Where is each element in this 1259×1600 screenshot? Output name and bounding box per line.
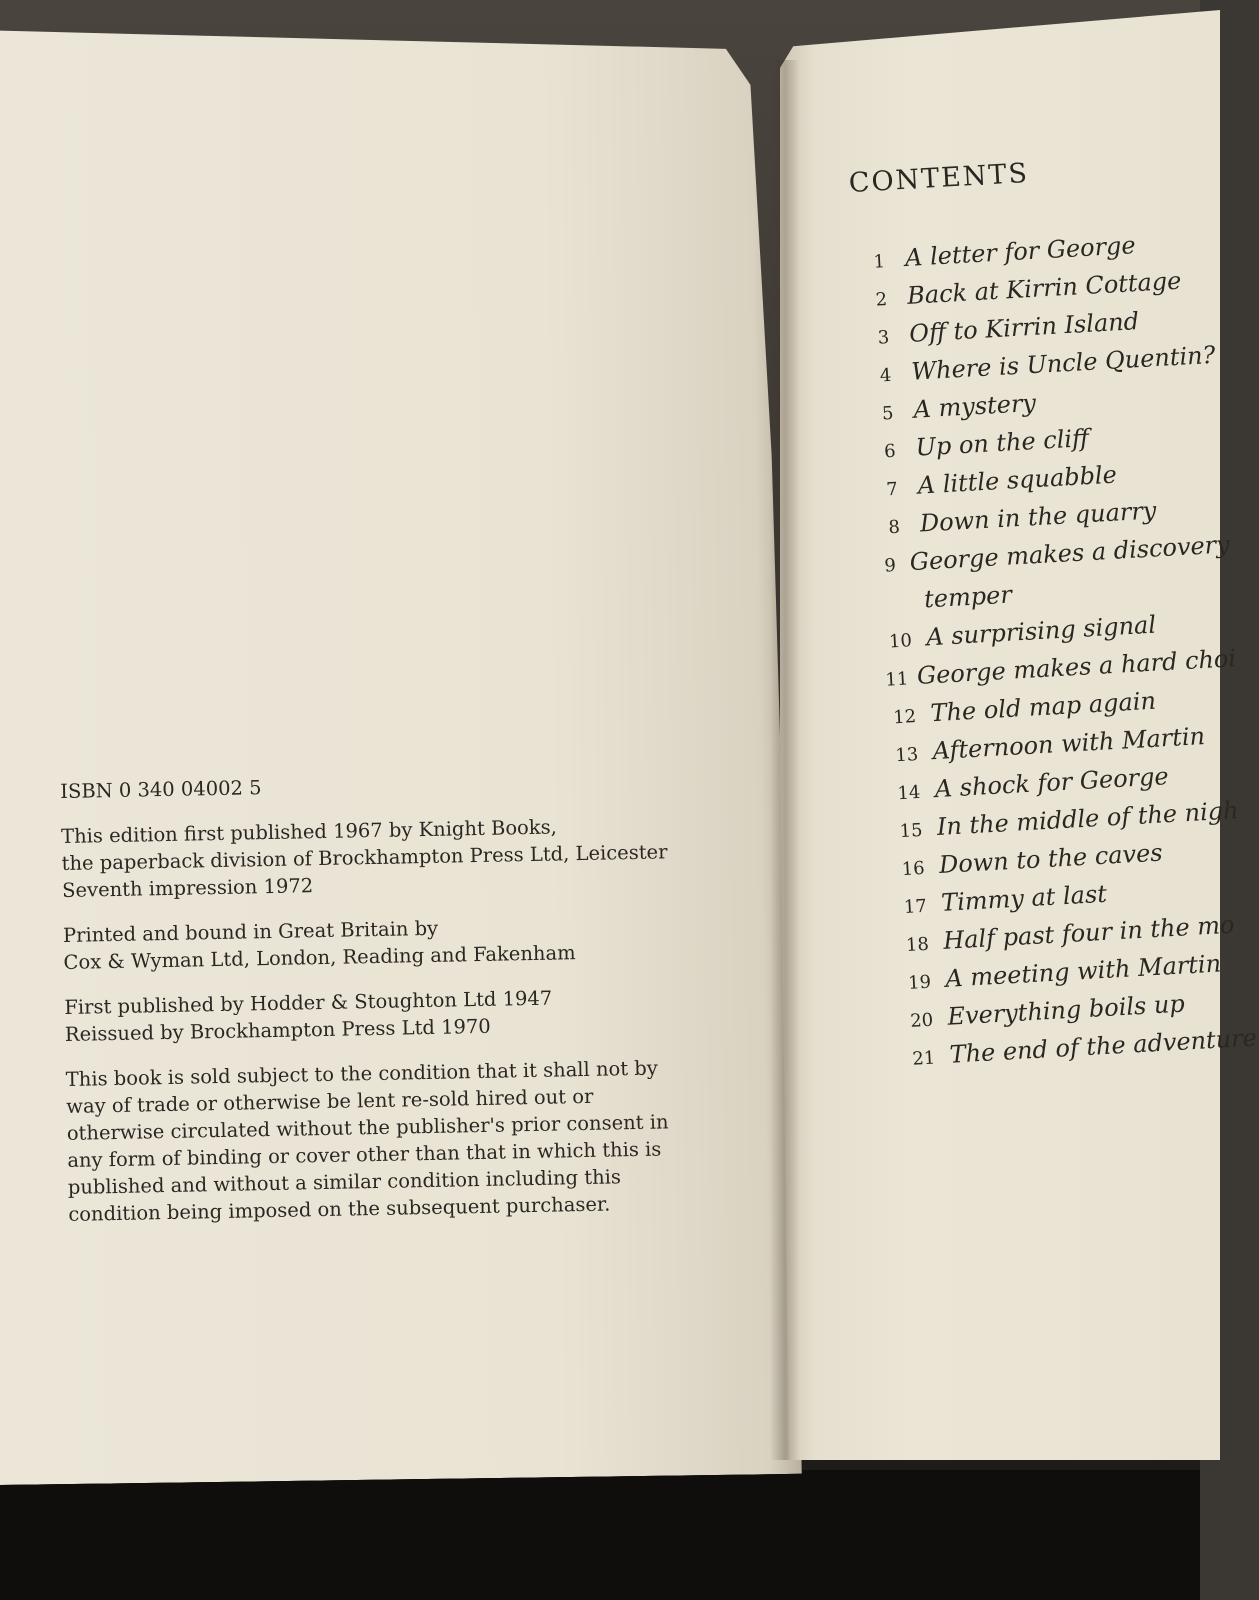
printer-block <box>63 910 704 976</box>
chapter-number: 7 <box>885 478 899 501</box>
chapter-title: Afternoon with Martin <box>931 721 1206 766</box>
book-gutter <box>770 60 800 1460</box>
chapter-title: The end of the adventure <box>948 1023 1258 1069</box>
history-line: Reissued by Brockhampton Press Ltd 1970 <box>64 1014 491 1046</box>
chapter-title: Half past four in the mo <box>942 910 1236 955</box>
chapter-number: 3 <box>877 326 890 349</box>
edition-line: This edition first published 1967 by Knight Books, <box>60 815 558 848</box>
chapter-title: Down in the quarry <box>919 496 1158 538</box>
copyright-imprint <box>60 766 709 1246</box>
chapter-number: 19 <box>907 971 932 994</box>
chapter-title: A mystery <box>912 388 1037 424</box>
condition-line: any form of binding or cover other than that in which this is <box>67 1137 662 1172</box>
chapter-number: 16 <box>901 857 926 881</box>
chapter-number: 15 <box>899 819 924 843</box>
condition-line: This book is sold subject to the condition that it shall not by <box>65 1056 659 1091</box>
chapter-title: Timmy at last <box>940 879 1108 917</box>
chapter-number: 9 <box>883 554 897 577</box>
table-surface <box>0 1470 1200 1600</box>
chapter-title: Down to the caves <box>938 838 1164 879</box>
edition-line: the paperback division of Brockhampton Press Ltd, Leicester <box>61 840 668 875</box>
contents-page <box>848 148 1259 1082</box>
history-line: First published by Hodder & Stoughton Ltd 1947 <box>64 986 553 1019</box>
condition-block <box>66 1054 709 1228</box>
chapter-number: 1 <box>872 251 886 273</box>
chapter-number: 14 <box>896 781 922 805</box>
contents-heading: CONTENTS <box>848 157 1030 199</box>
chapter-number: 21 <box>911 1047 936 1070</box>
chapter-title: A shock for George <box>934 762 1170 804</box>
condition-line: condition being imposed on the subsequent purchaser. <box>68 1192 611 1226</box>
chapter-number: 12 <box>892 706 917 729</box>
chapter-number: 13 <box>894 744 919 767</box>
chapter-number: 11 <box>884 668 909 691</box>
chapter-title: Back at Kirrin Cottage <box>906 266 1183 310</box>
chapter-number: 4 <box>879 364 892 387</box>
chapter-title: Off to Kirrin Island <box>908 307 1140 348</box>
history-block <box>64 982 705 1048</box>
chapter-title: Where is Uncle Quentin? <box>910 340 1217 386</box>
chapter-number: 8 <box>887 516 901 539</box>
chapter-title: In the middle of the nigh <box>936 796 1240 842</box>
chapter-number: 18 <box>905 933 930 956</box>
chapter-title: A meeting with Martin <box>944 949 1222 993</box>
isbn-line: ISBN 0 340 04002 5 <box>60 776 262 803</box>
chapter-title: Everything boils up <box>946 989 1186 1031</box>
edition-line: Seventh impression 1972 <box>61 874 314 902</box>
condition-line: way of trade or otherwise be lent re-sold hired out or <box>66 1084 594 1118</box>
chapter-number: 2 <box>875 289 888 311</box>
chapter-number: 20 <box>909 1009 934 1032</box>
chapter-number: 10 <box>888 630 913 653</box>
edition-block <box>61 811 702 904</box>
chapter-title: The old map again <box>929 686 1157 728</box>
condition-line: published and without a similar condition including this <box>67 1165 622 1199</box>
chapter-number: 17 <box>903 895 928 919</box>
printer-line: Cox & Wyman Ltd, London, Reading and Fakenham <box>63 941 576 974</box>
left-page <box>0 19 802 1485</box>
chapter-number: 6 <box>883 440 897 463</box>
printer-line: Printed and bound in Great Britain by <box>62 916 439 947</box>
chapter-title: A little squabble <box>917 460 1118 500</box>
chapter-title: Up on the cliff <box>914 423 1090 462</box>
chapter-title: George makes a discovery <box>909 530 1231 577</box>
chapter-title-continuation: temper <box>923 580 1013 614</box>
chapter-number: 5 <box>881 402 895 425</box>
chapter-title: A surprising signal <box>925 610 1157 652</box>
chapter-title: A letter for George <box>904 231 1137 272</box>
chapter-title: George makes a hard choi <box>916 644 1237 690</box>
condition-line: otherwise circulated without the publisher's prior consent in <box>66 1110 669 1145</box>
